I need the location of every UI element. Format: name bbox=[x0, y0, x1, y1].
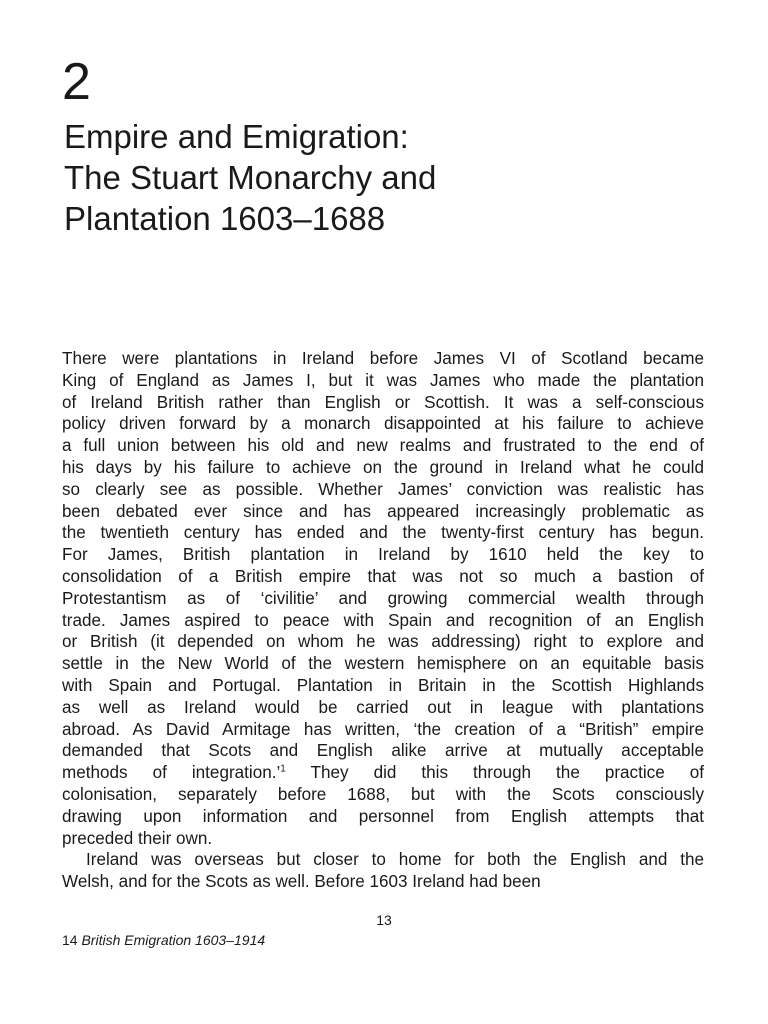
text-line: a full union between his old and new realms and frustrated to the end of bbox=[62, 436, 704, 456]
text-line: trade. James aspired to peace with Spain and recognition of an English bbox=[62, 610, 704, 630]
text-segment: They did this through the practice of bbox=[285, 763, 704, 783]
paragraph bbox=[62, 849, 704, 893]
text-line: colonisation, separately before 1688, but with the Scots consciously bbox=[62, 784, 704, 804]
text-line: so clearly see as possible. Whether James’ conviction was realistic has bbox=[62, 479, 704, 499]
text-line: as well as Ireland would be carried out in league with plantations bbox=[62, 697, 704, 717]
text-line: For James, British plantation in Ireland by 1610 held the key to bbox=[62, 545, 704, 565]
text-line: with Spain and Portugal. Plantation in Britain in the Scottish Highlands bbox=[62, 675, 704, 695]
text-line: of Ireland British rather than English or Scottish. It was a self-conscious bbox=[62, 392, 704, 412]
text-line: the twentieth century has ended and the twenty-first century has begun. bbox=[62, 523, 704, 543]
text-line: abroad. As David Armitage has written, ‘the creation of a “British” empire bbox=[62, 719, 704, 739]
chapter-title bbox=[64, 116, 724, 239]
footnote-reference[interactable]: 1 bbox=[280, 763, 286, 775]
chapter-number: 2 bbox=[62, 53, 91, 111]
text-line: consolidation of a British empire that was not so much a bastion of bbox=[62, 566, 704, 586]
text-line: his days by his failure to achieve on the ground in Ireland what he could bbox=[62, 457, 704, 477]
text-line: King of England as James I, but it was James who made the plantation bbox=[62, 370, 704, 390]
text-line: There were plantations in Ireland before James VI of Scotland became bbox=[62, 349, 704, 368]
text-line: been debated ever since and has appeared increasingly problematic as bbox=[62, 501, 704, 521]
text-line: Protestantism as of ‘civilitie’ and growing commercial wealth through bbox=[62, 588, 704, 608]
text-line: settle in the New World of the western hemisphere on an equitable basis bbox=[62, 654, 704, 674]
paragraph bbox=[62, 348, 704, 849]
text-segment: methods of integration.’ bbox=[62, 763, 281, 783]
text-line: drawing upon information and personnel from English attempts that bbox=[62, 806, 704, 826]
chapter-title-line: Empire and Emigration: bbox=[64, 118, 409, 155]
text-line: Welsh, and for the Scots as well. Before 1603 Ireland had been bbox=[62, 872, 541, 892]
running-footer-page-number: 14 bbox=[62, 932, 78, 948]
text-line-with-footnote bbox=[62, 762, 704, 784]
page-number: 13 bbox=[376, 912, 392, 928]
text-line: preceded their own. bbox=[62, 828, 213, 848]
text-line: policy driven forward by a monarch disappointed at his failure to achieve bbox=[62, 414, 704, 434]
running-footer bbox=[62, 931, 265, 949]
text-line: or British (it depended on whom he was addressing) right to explore and bbox=[62, 632, 704, 652]
running-footer-book-title: British Emigration 1603–1914 bbox=[81, 932, 266, 948]
chapter-title-line: The Stuart Monarchy and bbox=[64, 159, 437, 196]
text-line: Ireland was overseas but closer to home for both the English and the bbox=[86, 850, 704, 870]
chapter-body-text bbox=[62, 348, 704, 893]
text-line: demanded that Scots and English alike arrive at mutually acceptable bbox=[62, 741, 704, 761]
chapter-title-line: Plantation 1603–1688 bbox=[64, 200, 386, 237]
